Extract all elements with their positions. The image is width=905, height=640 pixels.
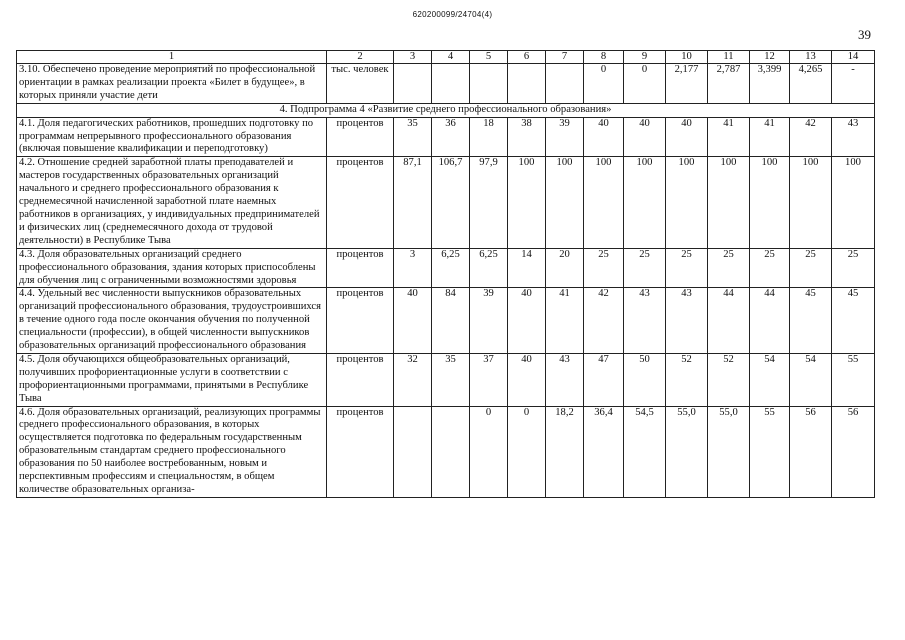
value-cell: 32 [394,353,432,406]
table-row [17,406,875,497]
unit-cell: процентов [327,248,394,288]
value-cell: 18 [470,117,508,157]
value-cell: 14 [508,248,546,288]
value-cell: 41 [708,117,750,157]
column-number: 3 [394,51,432,64]
value-cell: 55 [832,353,875,406]
table-row [17,157,875,248]
value-cell: 44 [750,288,790,354]
value-cell: 25 [708,248,750,288]
column-number: 6 [508,51,546,64]
column-number: 12 [750,51,790,64]
value-cell: - [832,64,875,104]
value-cell: 100 [708,157,750,248]
indicator-name: 4.3. Доля образовательных организаций среднего профессионального образования, здания которых приспособлены для обучения лиц с ограниченными возможностями здоровья [17,248,327,288]
column-number: 9 [624,51,666,64]
indicator-name: 4.5. Доля обучающихся общеобразовательных организаций, получивших профориентационные услуги в соответствии с профориентационными программами, принятыми в Республике Тыва [17,353,327,406]
value-cell: 3,399 [750,64,790,104]
table-row [17,64,875,104]
value-cell: 40 [508,353,546,406]
section-title: 4. Подпрограмма 4 «Развитие среднего профессионального образования» [17,103,875,117]
unit-cell: процентов [327,117,394,157]
page-number: 39 [858,27,871,42]
value-cell: 45 [790,288,832,354]
unit-cell: процентов [327,406,394,497]
column-number: 14 [832,51,875,64]
section-row [17,103,875,117]
column-number: 10 [666,51,708,64]
value-cell: 40 [508,288,546,354]
table-row [17,353,875,406]
indicator-name: 4.4. Удельный вес численности выпускников образовательных организаций профессионального образования, трудоустроившихся в течение одного года после окончания обучения по полученной специальности (профессии), в общей численности выпускников образовательных организаций профессионального образования [17,288,327,354]
value-cell: 18,2 [546,406,584,497]
value-cell: 100 [584,157,624,248]
value-cell: 55 [750,406,790,497]
indicator-name: 4.6. Доля образовательных организаций, реализующих программы среднего профессионального образования, в которых осуществляется подготовка по федеральным государственным образовательным стандартам среднего профессионального образования по 50 наиболее востребованным, новым и перспективным профессиям и специальностям, в общем количестве образовательных организа- [17,406,327,497]
column-number-row [17,51,875,64]
value-cell: 52 [708,353,750,406]
value-cell: 2,787 [708,64,750,104]
value-cell: 38 [508,117,546,157]
value-cell: 25 [584,248,624,288]
value-cell: 43 [832,117,875,157]
value-cell: 25 [832,248,875,288]
value-cell: 40 [584,117,624,157]
value-cell: 87,1 [394,157,432,248]
table-row [17,248,875,288]
value-cell: 35 [432,353,470,406]
indicator-name: 3.10. Обеспечено проведение мероприятий по профессиональной ориентации в рамках реализации проекта «Билет в будущее», в которых приняли участие дети [17,64,327,104]
value-cell: 106,7 [432,157,470,248]
value-cell: 55,0 [708,406,750,497]
value-cell: 56 [790,406,832,497]
value-cell: 97,9 [470,157,508,248]
value-cell: 37 [470,353,508,406]
column-number: 5 [470,51,508,64]
value-cell: 39 [546,117,584,157]
value-cell: 52 [666,353,708,406]
document-id: 620200099/24704(4) [412,10,493,19]
value-cell: 43 [624,288,666,354]
value-cell: 47 [584,353,624,406]
value-cell: 41 [546,288,584,354]
value-cell: 41 [750,117,790,157]
unit-cell: тыс. человек [327,64,394,104]
value-cell: 55,0 [666,406,708,497]
column-number: 4 [432,51,470,64]
value-cell: 54 [790,353,832,406]
value-cell: 36 [432,117,470,157]
value-cell: 43 [666,288,708,354]
unit-cell: процентов [327,157,394,248]
value-cell: 100 [832,157,875,248]
value-cell: 25 [790,248,832,288]
value-cell: 0 [508,406,546,497]
value-cell: 100 [508,157,546,248]
value-cell [432,64,470,104]
value-cell: 6,25 [470,248,508,288]
column-number: 7 [546,51,584,64]
value-cell: 100 [624,157,666,248]
value-cell: 2,177 [666,64,708,104]
value-cell [394,406,432,497]
value-cell [470,64,508,104]
value-cell: 40 [624,117,666,157]
value-cell: 54 [750,353,790,406]
column-number: 1 [17,51,327,64]
indicators-table [16,50,875,498]
value-cell: 39 [470,288,508,354]
value-cell: 25 [750,248,790,288]
column-number: 11 [708,51,750,64]
value-cell: 6,25 [432,248,470,288]
value-cell: 36,4 [584,406,624,497]
value-cell: 100 [546,157,584,248]
value-cell: 25 [666,248,708,288]
value-cell: 40 [666,117,708,157]
value-cell: 54,5 [624,406,666,497]
value-cell: 45 [832,288,875,354]
value-cell: 35 [394,117,432,157]
value-cell: 43 [546,353,584,406]
value-cell [432,406,470,497]
value-cell: 20 [546,248,584,288]
value-cell: 100 [666,157,708,248]
value-cell: 44 [708,288,750,354]
table-row [17,288,875,354]
value-cell: 84 [432,288,470,354]
value-cell: 0 [470,406,508,497]
column-number: 2 [327,51,394,64]
unit-cell: процентов [327,353,394,406]
value-cell: 50 [624,353,666,406]
table-row [17,117,875,157]
value-cell: 4,265 [790,64,832,104]
value-cell: 25 [624,248,666,288]
value-cell [508,64,546,104]
value-cell [546,64,584,104]
value-cell [394,64,432,104]
value-cell: 56 [832,406,875,497]
value-cell: 42 [584,288,624,354]
value-cell: 0 [624,64,666,104]
unit-cell: процентов [327,288,394,354]
value-cell: 3 [394,248,432,288]
column-number: 8 [584,51,624,64]
value-cell: 100 [790,157,832,248]
indicator-name: 4.2. Отношение средней заработной платы преподавателей и мастеров государственных образовательных организаций начального и среднего профессионального образования к среднемесячной начисленной заработной плате наемных работников в организациях, у индивидуальных предпринимателей и физических лиц (среднемесячного дохода от трудовой деятельности) в Республике Тыва [17,157,327,248]
column-number: 13 [790,51,832,64]
value-cell: 40 [394,288,432,354]
indicator-name: 4.1. Доля педагогических работников, прошедших подготовку по программам непрерывного профессионального образования (включая повышение квалификации и переподготовку) [17,117,327,157]
value-cell: 100 [750,157,790,248]
value-cell: 42 [790,117,832,157]
value-cell: 0 [584,64,624,104]
